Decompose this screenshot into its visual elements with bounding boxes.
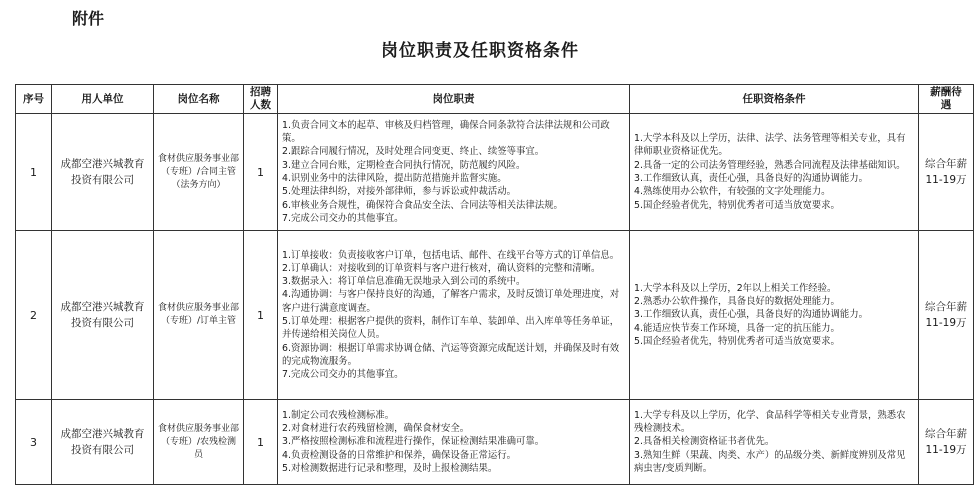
duty-item: 3.数据录入：将订单信息准确无误地录入到公司的系统中。 xyxy=(282,276,526,288)
duty-item: 3.严格按照检测标准和流程进行操作，保证检测结果准确可靠。 xyxy=(282,436,545,448)
cell-headcount: 1 xyxy=(244,400,278,485)
duty-item: 2.跟踪合同履行情况，及时处理合同变更、终止、续签等事宜。 xyxy=(282,146,545,158)
qualification-item: 5.国企经验者优先，特别优秀者可适当放宽要求。 xyxy=(634,335,840,347)
cell-employer: 成都空港兴城教育投资有限公司 xyxy=(52,400,154,485)
qualification-item: 3.工作细致认真，责任心强，具备良好的沟通协调能力。 xyxy=(634,173,868,184)
job-requirements-table xyxy=(15,84,974,485)
cell-position: 食材供应服务事业部（专班）/合同主管（法务方向） xyxy=(154,114,244,231)
cell-employer: 成都空港兴城教育投资有限公司 xyxy=(52,231,154,400)
cell-salary: 综合年薪11-19万 xyxy=(919,231,974,400)
cell-salary: 综合年薪11-19万 xyxy=(919,114,974,231)
cell-position: 食材供应服务事业部（专班）/农残检测员 xyxy=(154,400,244,485)
qualification-item: 3.工作细致认真，责任心强，具备良好的沟通协调能力。 xyxy=(634,309,868,321)
duty-item: 2.订单确认：对接收到的订单资料与客户进行核对，确认资料的完整和清晰。 xyxy=(282,262,601,274)
duty-item: 5.订单处理：根据客户提供的资料，制作订车单、装卸单、出入库单等任务单证，并传递给相关岗位人员。 xyxy=(282,316,620,341)
duty-item: 1.负责合同文本的起草、审核及归档管理，确保合同条款符合法律法规和公司政策。 xyxy=(282,119,610,145)
duty-item: 3.建立合同台账，定期检查合同执行情况，防范履约风险。 xyxy=(282,159,526,171)
duty-item: 2.对食材进行农药残留检测，确保食材安全。 xyxy=(282,423,470,435)
qualification-item: 2.具备相关检测资格证书者优先。 xyxy=(634,436,775,448)
cell-seq: 1 xyxy=(16,114,52,231)
qualification-item: 1.大学本科及以上学历，2年以上相关工作经验。 xyxy=(634,282,837,294)
cell-position: 食材供应服务事业部（专班）/订单主管 xyxy=(154,231,244,400)
col-header-qualifications: 任职资格条件 xyxy=(630,85,919,114)
cell-seq: 2 xyxy=(16,231,52,400)
attachment-label: 附件 xyxy=(72,9,105,28)
qualification-item: 2.具备一定的公司法务管理经验，熟悉合同流程及法律基础知识。 xyxy=(634,159,906,171)
cell-salary: 综合年薪11-19万 xyxy=(919,400,974,485)
col-header-duties: 岗位职责 xyxy=(278,85,630,114)
cell-headcount: 1 xyxy=(244,231,278,400)
table-row xyxy=(16,400,974,485)
qualification-item: 4.能适应快节奏工作环境，具备一定的抗压能力。 xyxy=(634,322,840,334)
qualification-item: 1.大学专科及以上学历，化学、食品科学等相关专业背景，熟悉农残检测技术。 xyxy=(634,409,906,435)
duty-item: 4.负责检测设备的日常维护和保养，确保设备正常运行。 xyxy=(282,449,516,461)
table-row xyxy=(16,114,974,231)
col-header-employer: 用人单位 xyxy=(52,85,154,114)
col-header-headcount: 招聘人数 xyxy=(244,85,278,114)
col-header-seq: 序号 xyxy=(16,85,52,114)
cell-qualifications xyxy=(630,400,919,485)
qualification-item: 2.熟悉办公软件操作，具备良好的数据处理能力。 xyxy=(634,296,840,308)
col-header-salary: 薪酬待遇 xyxy=(919,85,974,114)
cell-duties xyxy=(278,114,630,231)
qualification-item: 5.国企经验者优先，特别优秀者可适当放宽要求。 xyxy=(634,199,840,211)
col-header-position: 岗位名称 xyxy=(154,85,244,114)
duty-item: 5.对检测数据进行记录和整理，及时上报检测结果。 xyxy=(282,462,498,474)
cell-duties xyxy=(278,400,630,485)
cell-qualifications xyxy=(630,231,919,400)
qualification-item: 4.熟练使用办公软件，有较强的文字处理能力。 xyxy=(634,186,831,198)
duty-item: 1.制定公司农残检测标准。 xyxy=(282,409,395,421)
duty-item: 6.审核业务合规性，确保符合食品安全法、合同法等相关法律法规。 xyxy=(282,199,563,211)
cell-headcount: 1 xyxy=(244,114,278,231)
duty-item: 7.完成公司交办的其他事宜。 xyxy=(282,369,404,381)
table-header-row xyxy=(16,85,974,114)
cell-employer: 成都空港兴城教育投资有限公司 xyxy=(52,114,154,231)
cell-qualifications xyxy=(630,114,919,231)
duty-item: 5.处理法律纠纷，对接外部律师，参与诉讼或仲裁活动。 xyxy=(282,186,516,198)
page-title: 岗位职责及任职资格条件 xyxy=(381,41,579,61)
duty-item: 6.资源协调：根据订单需求协调仓储、汽运等资源完成配送计划，并确保及时有效的完成物流服务。 xyxy=(282,342,620,367)
cell-seq: 3 xyxy=(16,400,52,485)
qualification-item: 3.熟知生鲜（果蔬、肉类、水产）的品级分类、新鲜度辨别及常见病虫害/变质判断。 xyxy=(634,449,906,474)
duty-item: 7.完成公司交办的其他事宜。 xyxy=(282,212,404,224)
table-row xyxy=(16,231,974,400)
duty-item: 4.沟通协调：与客户保持良好的沟通，了解客户需求，及时反馈订单处理进度，对客户进行满意度调查。 xyxy=(282,289,620,314)
qualification-item: 1.大学本科及以上学历，法律、法学、法务管理等相关专业，具有律师职业资格证优先。 xyxy=(634,133,906,158)
duty-item: 1.订单接收：负责接收客户订单，包括电话、邮件、在线平台等方式的订单信息。 xyxy=(282,249,620,261)
cell-duties xyxy=(278,231,630,400)
duty-item: 4.识别业务中的法律风险，提出防范措施并监督实施。 xyxy=(282,173,507,184)
